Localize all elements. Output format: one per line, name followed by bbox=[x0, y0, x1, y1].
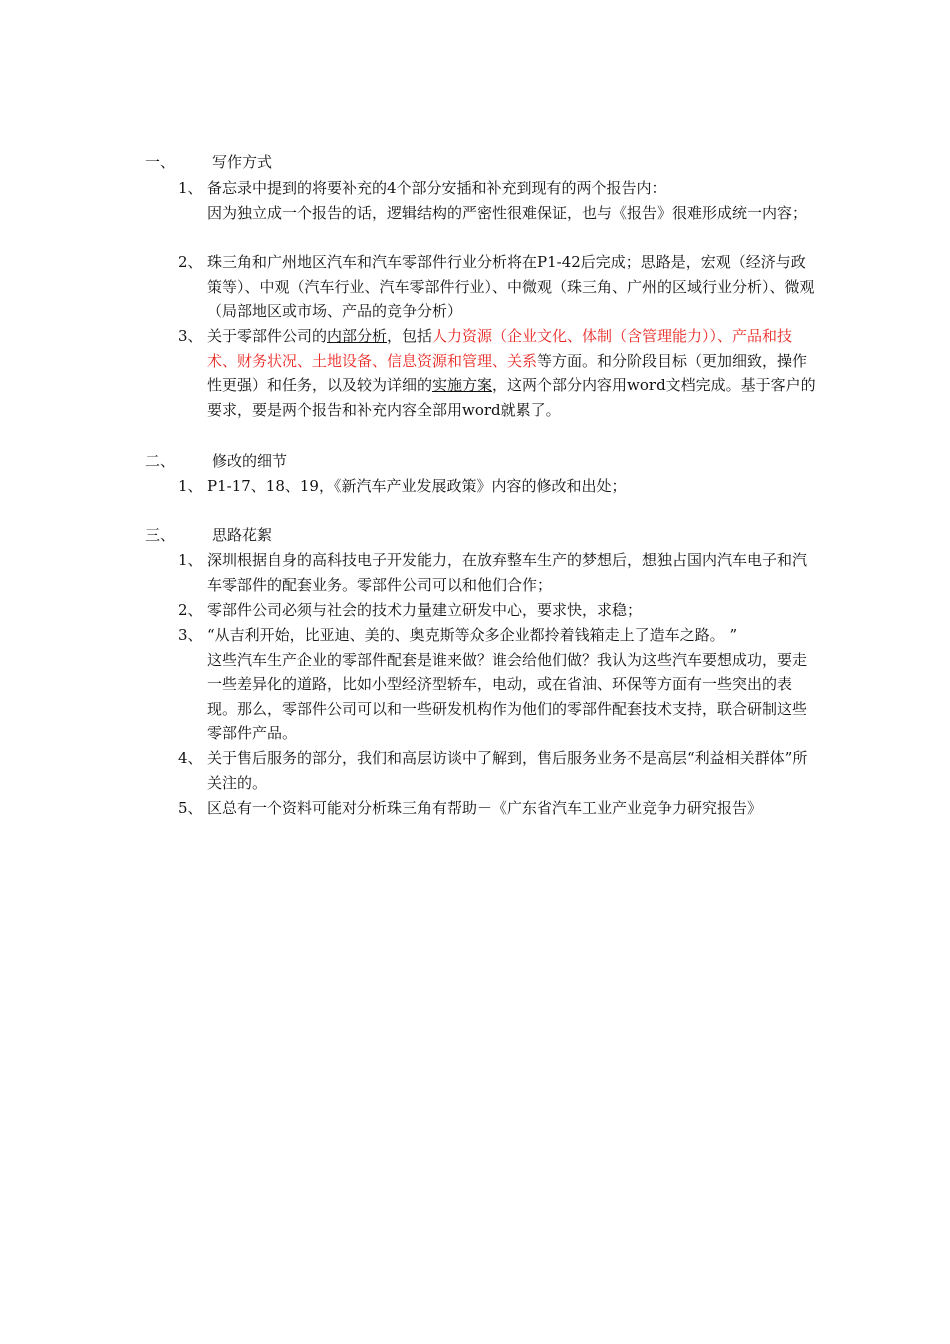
item-number: 1、 bbox=[178, 551, 203, 569]
section-title: 思路花絮 bbox=[212, 526, 273, 544]
item-number: 2、 bbox=[178, 253, 203, 271]
list-item bbox=[178, 324, 818, 422]
item-text: P1-17、18、19，《新汽车产业发展政策》内容的修改和出处； bbox=[207, 477, 627, 495]
list-item bbox=[178, 796, 818, 821]
item-text: 零部件公司必须与社会的技术力量建立研发中心，要求快，求稳； bbox=[207, 601, 643, 619]
text-run: 关于零部件公司的 bbox=[207, 327, 328, 345]
item-number: 5、 bbox=[178, 799, 203, 817]
section-heading bbox=[145, 523, 272, 547]
list-item bbox=[178, 746, 818, 795]
section-number: 三、 bbox=[145, 526, 176, 544]
section-heading bbox=[145, 449, 287, 473]
section-title: 写作方式 bbox=[212, 153, 273, 171]
list-item bbox=[178, 598, 818, 623]
section-title: 修改的细节 bbox=[212, 452, 288, 470]
item-text: 因为独立成一个报告的话，逻辑结构的严密性很难保证，也与《报告》很难形成统一内容； bbox=[207, 203, 808, 222]
text-run: ，包括 bbox=[387, 327, 433, 345]
highlighted-text: 人力资源（企业文化、体制（含管理能力））、产品和技术、财务状况、土地设备、信息资源和管理、关系 bbox=[207, 327, 793, 370]
item-number: 2、 bbox=[178, 601, 203, 619]
text-run: 等方面。和分阶段目标（更加细致，操作性更强）和任务，以及较为详细的 bbox=[207, 351, 808, 394]
section-number: 一、 bbox=[145, 153, 176, 171]
list-item bbox=[178, 250, 818, 324]
item-text: 这些汽车生产企业的零部件配套是谁来做？谁会给他们做？我认为这些汽车要想成功，要走一些差异化的道路，比如小型经济型轿车，电动，或在省油、环保等方面有一些突出的表现。那么，零部件公司可以和一些研发机构作为他们的零部件配套技术支持，联合研制这些零部件产品。 bbox=[207, 650, 808, 742]
item-text: 备忘录中提到的将要补充的4个部分安插和补充到现有的两个报告内： bbox=[207, 179, 667, 197]
item-text: 关于售后服务的部分，我们和高层访谈中了解到，售后服务业务不是高层“利益相关群体”所关注的。 bbox=[207, 749, 808, 792]
underlined-text: 内部分析 bbox=[327, 327, 388, 345]
item-number: 1、 bbox=[178, 477, 203, 495]
item-text bbox=[207, 324, 818, 422]
item-text: 珠三角和广州地区汽车和汽车零部件行业分析将在P1-42后完成；思路是，宏观（经济与政策等）、中观（汽车行业、汽车零部件行业）、中微观（珠三角、广州的区域行业分析）、微观（局部地区或市场、产品的竞争分析） bbox=[207, 253, 815, 320]
list-item bbox=[178, 176, 818, 225]
text-run: ，这两个部分内容用word文档完成。基于客户的要求，要是两个报告和补充内容全部用word就累了。 bbox=[207, 376, 816, 419]
item-number: 3、 bbox=[178, 327, 203, 345]
list-item bbox=[178, 474, 818, 499]
item-text: 深圳根据自身的高科技电子开发能力，在放弃整车生产的梦想后，想独占国内汽车电子和汽车零部件的配套业务。零部件公司可以和他们合作； bbox=[207, 551, 808, 594]
underlined-text: 实施方案 bbox=[432, 376, 493, 394]
item-number: 4、 bbox=[178, 749, 203, 767]
section-number: 二、 bbox=[145, 452, 176, 470]
section-heading bbox=[145, 150, 272, 174]
item-number: 1、 bbox=[178, 179, 203, 197]
item-text: 区总有一个资料可能对分析珠三角有帮助－《广东省汽车工业产业竞争力研究报告》 bbox=[207, 799, 763, 817]
item-text: “从吉利开始，比亚迪、美的、奥克斯等众多企业都拎着钱箱走上了造车之路。 ” bbox=[207, 626, 738, 644]
item-number: 3、 bbox=[178, 626, 203, 644]
list-item bbox=[178, 548, 818, 597]
list-item bbox=[178, 623, 818, 746]
